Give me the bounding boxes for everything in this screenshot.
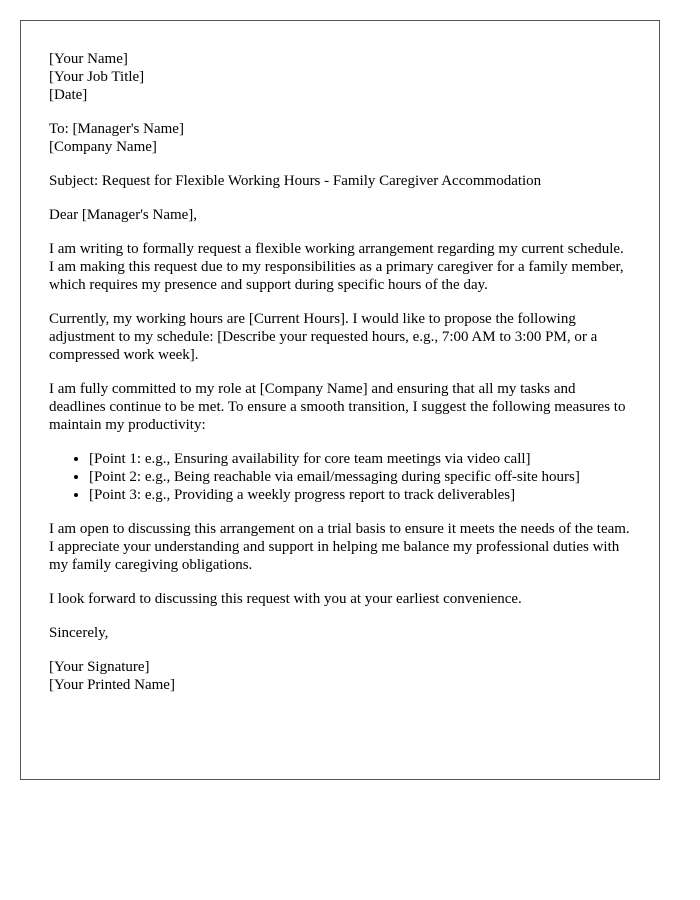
recipient-company: [Company Name] [49, 139, 157, 155]
recipient-to: To: [Manager's Name] [49, 121, 184, 137]
productivity-points-list [49, 450, 631, 504]
sender-job-title: [Your Job Title] [49, 69, 145, 85]
closing-paragraph-2: I look forward to discussing this request with you at your earliest convenience. [49, 591, 522, 607]
recipient-block [49, 120, 631, 156]
subject-line: Subject: Request for Flexible Working Hours - Family Caregiver Accommodation [49, 173, 542, 189]
salutation: Dear [Manager's Name], [49, 207, 198, 223]
list-item: • [Point 3: e.g., Providing a weekly progress report to track deliverables] [89, 486, 631, 504]
signature-line: [Your Signature] [49, 659, 150, 675]
letter-page [20, 20, 660, 780]
sender-block [49, 50, 631, 104]
sender-name: [Your Name] [49, 51, 128, 67]
list-item: • [Point 1: e.g., Ensuring availability for core team meetings via video call] [89, 450, 631, 468]
body-paragraph-1: I am writing to formally request a flexible working arrangement regarding my current schedule. I am making this request due to my responsibilities as a primary caregiver for a family member, which requires my presence and support during specific hours of the day. [49, 241, 624, 293]
closing-paragraph-1: I am open to discussing this arrangement on a trial basis to ensure it meets the needs of the team. I appreciate your understanding and support in helping me balance my professional duties with my family caregiving obligations. [49, 521, 630, 573]
signoff: Sincerely, [49, 625, 109, 641]
letter-date: [Date] [49, 87, 88, 103]
body-paragraph-2: Currently, my working hours are [Current Hours]. I would like to propose the following adjustment to my schedule: [Describe your requested hours, e.g., 7:00 AM to 3:00 PM, or a compressed work week]. [49, 311, 598, 363]
list-item: • [Point 2: e.g., Being reachable via email/messaging during specific off-site hours] [89, 468, 631, 486]
body-paragraph-3: I am fully committed to my role at [Company Name] and ensuring that all my tasks and deadlines continue to be met. To ensure a smooth transition, I suggest the following measures to maintain my productivity: [49, 381, 626, 433]
signature-block [49, 658, 631, 694]
printed-name: [Your Printed Name] [49, 677, 175, 693]
